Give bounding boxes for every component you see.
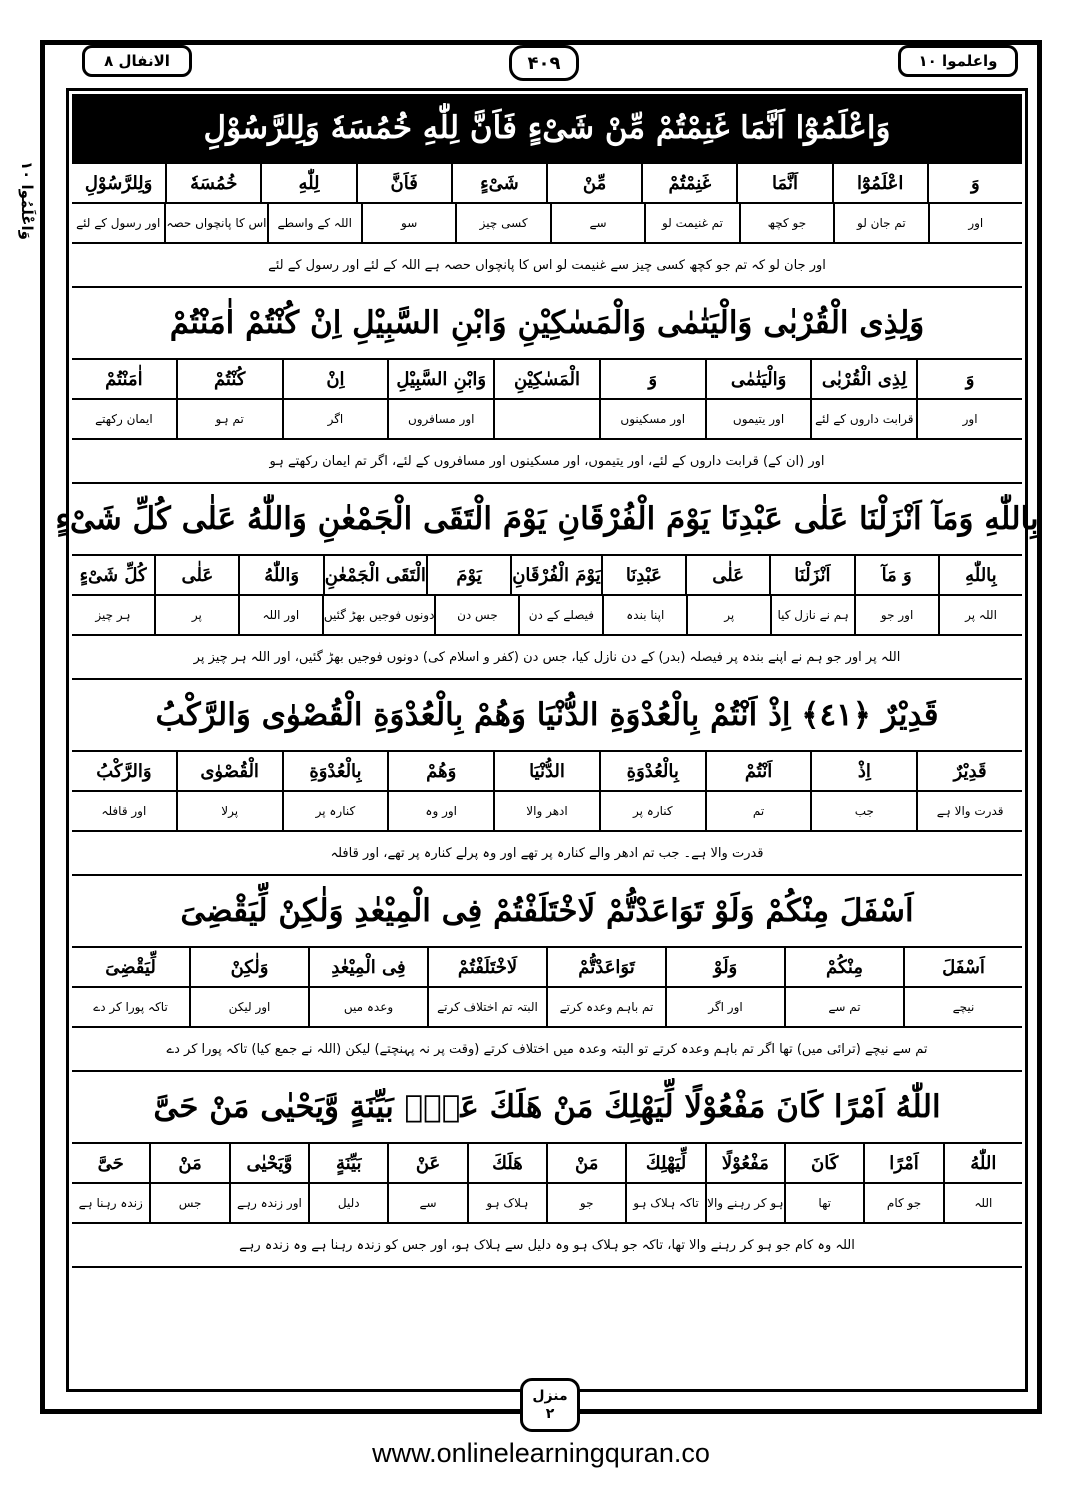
meaning-cell: کسی چیز — [455, 204, 549, 242]
meaning-cell: سو — [361, 204, 455, 242]
word-cell: لِّیَقْضِیَ — [105, 956, 156, 978]
meaning-cell: جو کام — [863, 1184, 942, 1222]
meaning-cell: اور وہ — [387, 792, 493, 830]
word-cell: بَیِّنَةٍ — [308, 1144, 387, 1182]
word-cell: مَنْ — [546, 1144, 625, 1182]
manzil-badge — [520, 1378, 580, 1432]
word-cell: یَوْمَ — [426, 556, 510, 594]
word-cell: وَلٰكِنْ — [189, 948, 308, 986]
word-cell: وَالْیَتٰمٰى — [705, 360, 811, 398]
meaning-cell: فیصلے کے دن — [518, 596, 602, 634]
translation-line: اور (ان کے) قرابت داروں کے لئے، اور یتیموں، اور مسکینوں اور مسافروں کے لئے، اگر تم ایمان رکھتے ہو — [72, 440, 1022, 484]
meaning-cell: سے — [550, 204, 644, 242]
meaning-cell: تم — [705, 792, 811, 830]
word-cell: وَلَوْ — [665, 948, 784, 986]
side-margin-note: وَاعْلَمُوا ١٠ — [18, 160, 36, 240]
meaning-cell: البتہ تم اختلاف کرتے — [427, 988, 546, 1026]
word-cell: الدُّنْیَا — [493, 752, 599, 790]
ayah-line: قَدِیْرٌ ﴿٤١﴾ اِذْ اَنْتُمْ بِالْعُدْوَةِ الدُّنْیَا وَهُمْ بِالْعُدْوَةِ الْقُصْوٰى وَالرَّكْبُ — [155, 697, 939, 733]
meaning-row — [72, 1182, 1022, 1224]
meaning-cell: جو کچھ — [739, 204, 833, 242]
word-cell: الْتَقَى الْجَمْعٰنِ — [323, 556, 426, 594]
meaning-cell: زندہ رہنا ہے — [78, 1196, 143, 1210]
meaning-cell: ایمان رکھتے — [95, 412, 153, 426]
meaning-cell: اور یتیموں — [705, 400, 811, 438]
word-cell: عَنْ — [387, 1144, 466, 1182]
word-cell: وَّیَحْیٰى — [229, 1144, 308, 1182]
meaning-cell: دونوں فوجیں بھڑ گئیں — [322, 596, 435, 634]
meaning-cell: اور مسافروں — [387, 400, 493, 438]
footer-url: www.onlinelearningquran.co — [372, 1438, 710, 1468]
word-cell: عَلٰى — [154, 556, 238, 594]
word-cell: تَوَاعَدْتُّمْ — [546, 948, 665, 986]
word-cell: وَابْنِ السَّبِیْلِ — [387, 360, 493, 398]
word-cell: هَلَكَ — [467, 1144, 546, 1182]
word-cell: مَفْعُوْلًا — [705, 1144, 784, 1182]
word-row — [72, 358, 1022, 398]
translation-line: اللہ وہ کام جو ہو کر رہنے والا تھا، تاکہ جو ہلاک ہو وہ دلیل سے ہلاک ہو، اور جس کو زندہ رہنا ہے وہ زندہ رہے — [72, 1224, 1022, 1268]
juz-label: واعلموا ١٠ — [898, 45, 1018, 77]
word-cell: اَنْزَلْنَا — [769, 556, 853, 594]
meaning-cell: اگر — [282, 400, 388, 438]
meaning-cell: دلیل — [308, 1184, 387, 1222]
word-cell: بِالْعُدْوَةِ — [282, 752, 388, 790]
word-cell: وَلِلرَّسُوْلِ — [84, 172, 153, 194]
word-cell: حَیَّ — [97, 1152, 124, 1174]
manzil-number: ٢ — [545, 1406, 555, 1422]
meaning-cell: جو — [546, 1184, 625, 1222]
meaning-cell: ادھر والا — [493, 792, 599, 830]
word-cell: بِالْعُدْوَةِ — [599, 752, 705, 790]
word-cell: كُلِّ شَیْءٍ — [79, 564, 147, 586]
meaning-cell: تم ہو — [176, 400, 282, 438]
word-cell: مِّنْ — [546, 164, 641, 202]
word-cell: قَدِیْرٌ — [916, 752, 1022, 790]
ayah-line: اَسْفَلَ مِنْكُمْ وَلَوْ تَوَاعَدْتُّمْ لَاخْتَلَفْتُمْ فِی الْمِیْعٰدِ وَلٰكِنْ لِّیَقْضِیَ — [180, 893, 914, 929]
ayah-line: وَلِذِی الْقُرْبٰى وَالْیَتٰمٰى وَالْمَسٰكِیْنِ وَابْنِ السَّبِیْلِ اِنْ كُنْتُمْ اٰمَنْتُمْ — [169, 305, 925, 341]
word-cell: عَلٰى — [685, 556, 769, 594]
word-cell: اَمْرًا — [863, 1144, 942, 1182]
meaning-cell: اور — [916, 400, 1022, 438]
meaning-cell: سے — [387, 1184, 466, 1222]
word-row — [72, 750, 1022, 790]
meaning-cell: ہر چیز — [95, 608, 131, 622]
meaning-cell: قرابت داروں کے لئے — [810, 400, 916, 438]
word-row — [72, 162, 1022, 202]
word-cell: اعْلَمُوْٓا — [832, 164, 927, 202]
ayah-line: بِاللّٰهِ وَمَآ اَنْزَلْنَا عَلٰى عَبْدِنَا یَوْمَ الْفُرْقَانِ یَوْمَ الْتَقَى الْجَمْعٰنِ وَاللّٰهُ عَلٰى كُلِّ شَیْءٍ — [55, 501, 1039, 537]
word-cell: وَ — [916, 360, 1022, 398]
word-cell: یَوْمَ الْفُرْقَانِ — [510, 556, 601, 594]
meaning-cell: اللہ کے واسطے — [267, 204, 361, 242]
word-row — [72, 1142, 1022, 1182]
manzil-label: منزل — [532, 1388, 568, 1404]
meaning-cell: اور قافلہ — [101, 804, 147, 818]
meaning-cell: اپنا بندہ — [602, 596, 686, 634]
word-cell: وَ مَآ — [854, 556, 938, 594]
word-cell: لِذِی الْقُرْبٰى — [810, 360, 916, 398]
meaning-cell: تم سے — [784, 988, 903, 1026]
word-cell: غَنِمْتُمْ — [641, 164, 736, 202]
meaning-cell: اللہ — [943, 1184, 1022, 1222]
meaning-cell: تاکہ پورا کر دے — [93, 1000, 168, 1014]
word-cell: وَ — [927, 164, 1022, 202]
word-cell: وَ — [599, 360, 705, 398]
meaning-cell: پر — [686, 596, 770, 634]
meaning-cell: تاکہ ہلاک ہو — [625, 1184, 704, 1222]
meaning-cell: وعدہ میں — [308, 988, 427, 1026]
word-cell: اَنْتُمْ — [705, 752, 811, 790]
meaning-cell: اور رسول کے لئے — [76, 216, 161, 230]
word-cell: اِنْ — [282, 360, 388, 398]
word-cell: فِی الْمِیْعٰدِ — [308, 948, 427, 986]
meaning-cell: اور لیکن — [189, 988, 308, 1026]
meaning-cell: ہلاک ہو — [467, 1184, 546, 1222]
surah-label: الانفال ٨ — [82, 45, 192, 77]
meaning-cell: جس — [149, 1184, 228, 1222]
meaning-cell: اور جو — [854, 596, 938, 634]
word-cell: وَاللّٰهُ — [238, 556, 322, 594]
word-cell: لِّیَهْلِكَ — [625, 1144, 704, 1182]
page-number: ۴۰۹ — [509, 45, 579, 81]
meaning-cell — [493, 400, 599, 438]
meaning-row — [72, 202, 1022, 244]
word-cell: اَنَّمَا — [736, 164, 831, 202]
translation-line: اور جان لو کہ تم جو کچھ کسی چیز سے غنیمت لو اس کا پانچواں حصہ ہے اللہ کے لئے اور رسول کے لئے — [72, 244, 1022, 288]
word-cell: كُنْتُمْ — [176, 360, 282, 398]
translation-line: اللہ پر اور جو ہم نے اپنے بندہ پر فیصلہ (بدر) کے دن نازل کیا، جس دن (کفر و اسلام کی) دونوں فوجیں بھڑ گئیں، اور اللہ ہر چیز پر — [72, 636, 1022, 680]
word-cell: الْقُصْوٰى — [176, 752, 282, 790]
word-cell: عَبْدِنَا — [601, 556, 685, 594]
word-cell: مِنْكُمْ — [784, 948, 903, 986]
word-cell: اٰمَنْتُمْ — [105, 368, 143, 390]
page-content — [55, 94, 1039, 1268]
word-cell: وَهُمْ — [387, 752, 493, 790]
meaning-row — [72, 790, 1022, 832]
meaning-cell: پرلا — [176, 792, 282, 830]
meaning-cell: ہو کر رہنے والا — [705, 1184, 784, 1222]
meaning-cell: اور مسکینوں — [599, 400, 705, 438]
word-cell: فَاَنَّ — [356, 164, 451, 202]
word-cell: بِاللّٰهِ — [938, 556, 1022, 594]
word-cell: اللّٰهُ — [943, 1144, 1022, 1182]
meaning-cell: ہم نے نازل کیا — [770, 596, 854, 634]
word-cell: اِذْ — [810, 752, 916, 790]
word-cell: لِلّٰهِ — [260, 164, 355, 202]
meaning-row — [72, 986, 1022, 1028]
meaning-cell: جب — [810, 792, 916, 830]
meaning-cell: اور اللہ — [238, 596, 322, 634]
meaning-cell: نیچے — [903, 988, 1022, 1026]
meaning-cell: کنارہ پر — [282, 792, 388, 830]
meaning-cell: تم باہم وعدہ کرتے — [546, 988, 665, 1026]
meaning-cell: اللہ پر — [938, 596, 1022, 634]
word-cell: لَاخْتَلَفْتُمْ — [427, 948, 546, 986]
word-cell: كَانَ — [784, 1144, 863, 1182]
meaning-cell: تھا — [784, 1184, 863, 1222]
word-cell: اَسْفَلَ — [903, 948, 1022, 986]
meaning-cell: تم غنیمت لو — [644, 204, 738, 242]
meaning-cell: تم جان لو — [833, 204, 927, 242]
word-cell: شَیْءٍ — [451, 164, 546, 202]
word-cell: الْمَسٰكِیْنِ — [493, 360, 599, 398]
meaning-cell: قدرت والا ہے — [916, 792, 1022, 830]
meaning-cell: اور اگر — [665, 988, 784, 1026]
word-cell: مَنْ — [149, 1144, 228, 1182]
ayah-line: اللّٰهُ اَمْرًا كَانَ مَفْعُوْلًا لِّیَهْلِكَ مَنْ هَلَكَ عَنْۢ بَیِّنَةٍ وَّیَحْیٰى مَنْ حَیَّ — [153, 1089, 941, 1125]
word-row — [72, 554, 1022, 594]
meaning-row — [72, 398, 1022, 440]
meaning-cell: پر — [154, 596, 238, 634]
meaning-cell: اور زندہ رہے — [229, 1184, 308, 1222]
ayah-line: وَاعْلَمُوْٓا اَنَّمَا غَنِمْتُمْ مِّنْ شَیْءٍ فَاَنَّ لِلّٰهِ خُمُسَهٗ وَلِلرَّسُوْلِ — [72, 94, 1022, 162]
word-row — [72, 946, 1022, 986]
word-cell: وَالرَّكْبُ — [96, 760, 152, 782]
meaning-row — [72, 594, 1022, 636]
meaning-cell: اور — [928, 204, 1022, 242]
translation-line: تم سے نیچے (ترائی میں) تھا اگر تم باہم وعدہ کرتے تو البتہ وعدہ میں اختلاف کرتے (وقت پر نہ پہنچتے) لیکن (اللہ نے جمع کیا) تاکہ پورا کر دے — [72, 1028, 1022, 1072]
word-cell: خُمُسَهٗ — [165, 164, 260, 202]
meaning-cell: جس دن — [434, 596, 518, 634]
meaning-cell: اس کا پانچواں حصہ — [164, 204, 266, 242]
translation-line: قدرت والا ہے۔ جب تم ادھر والے کنارہ پر تھے اور وہ پرلے کنارہ پر تھے، اور قافلہ — [72, 832, 1022, 876]
meaning-cell: کنارہ پر — [599, 792, 705, 830]
